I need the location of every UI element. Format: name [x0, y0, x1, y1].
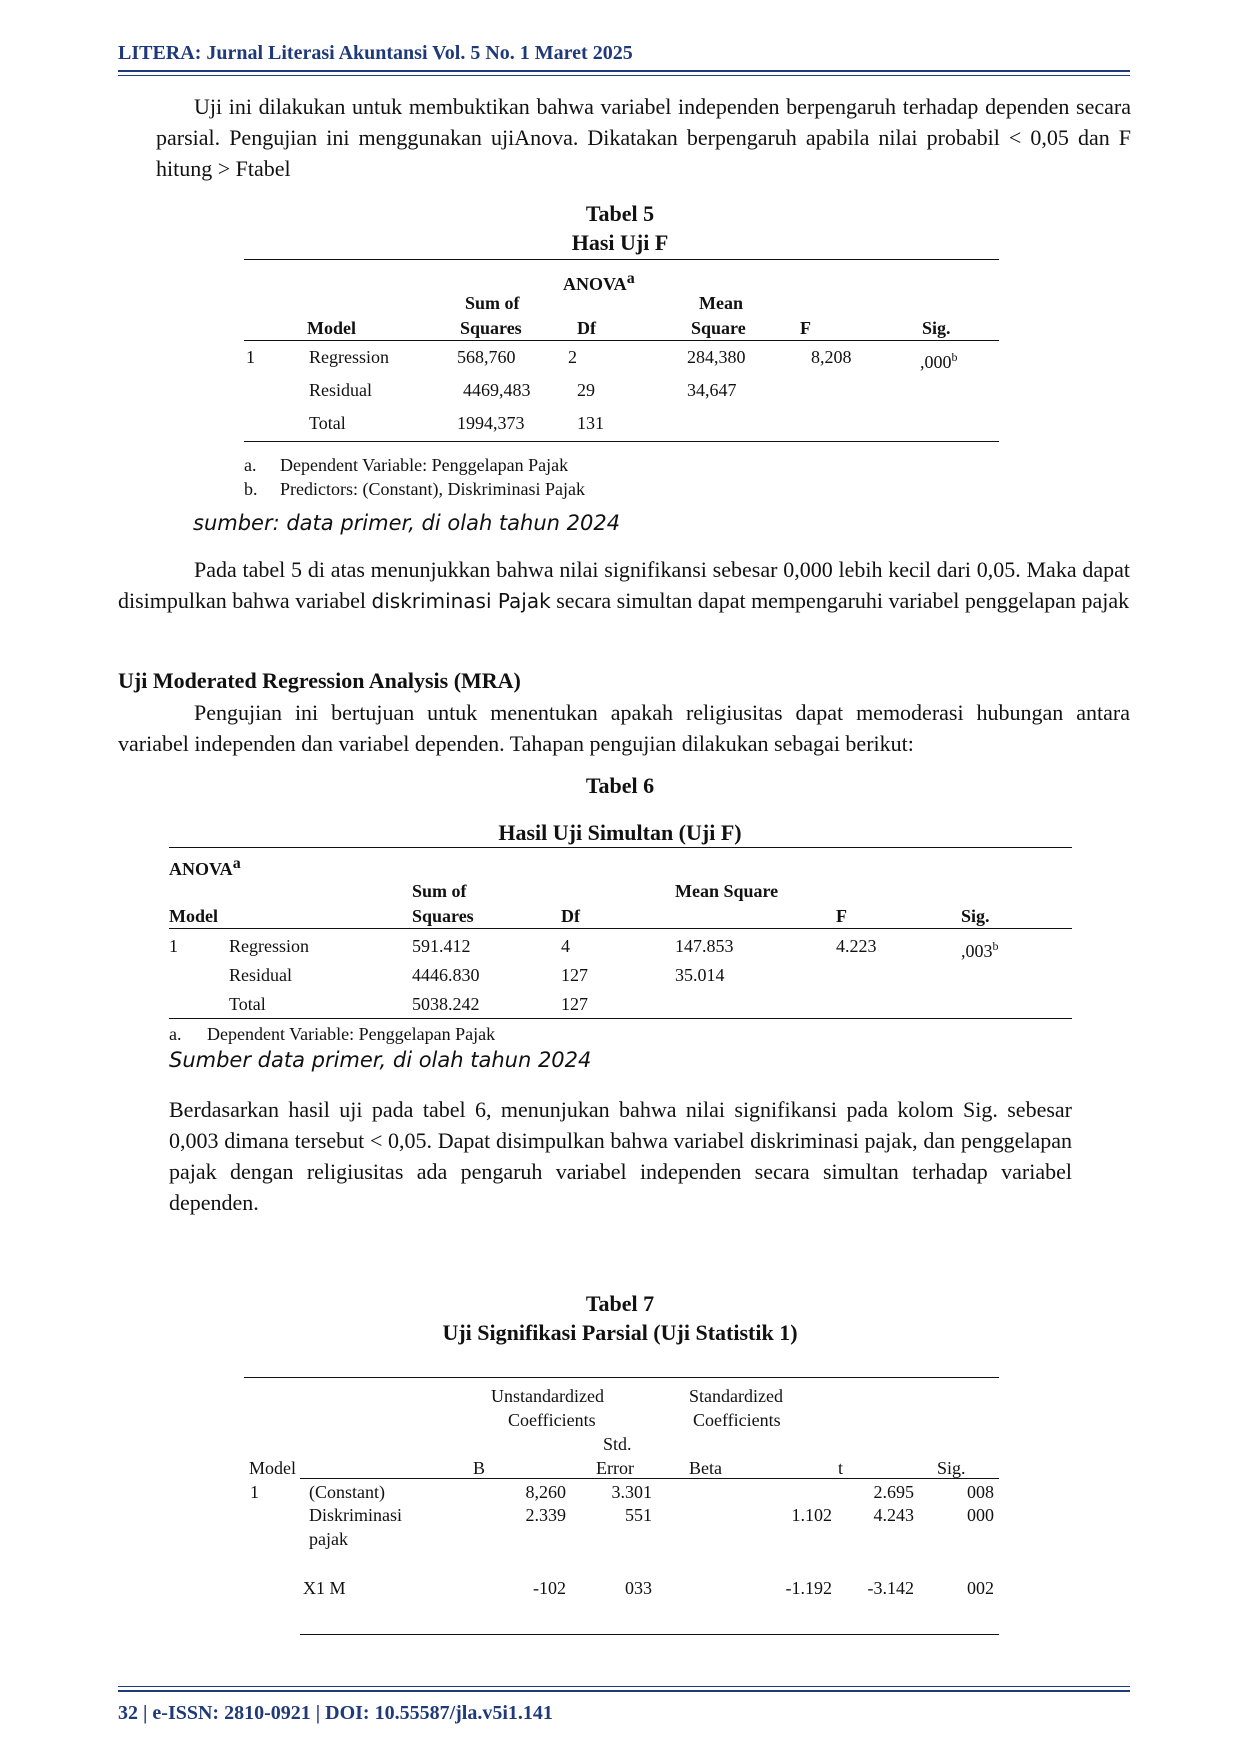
table6-bottom-rule	[169, 1018, 1072, 1019]
header-rule-thin	[118, 75, 1130, 76]
table7-row-sig: 008	[967, 1482, 994, 1502]
table5-header-ss-1: Sum of	[465, 293, 520, 313]
table6-row-df: 127	[561, 965, 588, 985]
table6-note: a. Dependent Variable: Penggelapan Pajak	[169, 1024, 496, 1044]
table6-row-f: 4.223	[836, 936, 877, 956]
mra-paragraph: Pengujian ini bertujuan untuk menentukan apakah religiusitas dapat memoderasi hubungan antara variabel independen dan variabel dependen. Tahapan pengujian dilakukan sebagai berikut:	[118, 700, 1130, 756]
table6-row-ms: 35.014	[675, 965, 725, 985]
table5-anova-label: ANOVA$^a$	[563, 270, 635, 294]
table5-row-ss: 4469,483	[463, 380, 531, 400]
intro-paragraph: Uji ini dilakukan untuk membuktikan bahwa variabel independen berpengaruh terhadap dependen secara parsial. Pengujian ini menggunakan ujiAnova. Dikatakan berpengaruh apabila nilai probabil < 0,05 dan F hitung > Ftabel	[156, 94, 1131, 181]
table7-top-rule	[244, 1377, 999, 1378]
table7-header-stderr-1: Std.	[603, 1434, 632, 1454]
table7-row-sig: 000	[967, 1505, 994, 1525]
table6-header-rule	[169, 928, 1072, 929]
table5-row-df: 29	[577, 380, 595, 400]
table7-header-std-1: Standardized	[689, 1386, 783, 1406]
table5-header-model: Model	[307, 318, 356, 338]
table5-caption-title: Hasi Uji F	[571, 230, 669, 255]
table5-header-ss-2: Squares	[460, 318, 522, 338]
table7-row-t: -3.142	[867, 1578, 914, 1598]
table7-row-se: 033	[625, 1578, 652, 1598]
table6-anova-label: ANOVA$^a$	[169, 855, 241, 879]
footer-rule-thin	[118, 1686, 1130, 1687]
table6-row-ss: 5038.242	[412, 994, 480, 1014]
table5-row-df: 131	[577, 413, 604, 433]
table7-row-se: 551	[625, 1505, 652, 1525]
table6-header-df: Df	[561, 906, 580, 926]
table7-caption-title: Uji Signifikasi Parsial (Uji Statistik 1)	[442, 1320, 798, 1345]
footer-rule	[118, 1690, 1130, 1692]
table7-header-rule	[300, 1478, 999, 1479]
header-rule	[118, 70, 1130, 72]
table5-row-ss: 568,760	[457, 347, 516, 367]
table7-header-sig: Sig.	[937, 1458, 966, 1478]
table5-header-ms-2: Square	[691, 318, 746, 338]
table5-header-rule	[244, 340, 999, 341]
table7-header-b: B	[473, 1458, 486, 1478]
table6-row-df: 127	[561, 994, 588, 1014]
table5-header-sig: Sig.	[922, 318, 951, 338]
table7-row-name: (Constant)	[309, 1482, 385, 1502]
table5-row-name: Regression	[309, 347, 389, 367]
table6-header-model: Model	[169, 906, 218, 926]
table5-row-ms: 284,380	[687, 347, 746, 367]
table5-header-ms-1: Mean	[699, 293, 743, 313]
table6-header-ss-1: Sum of	[412, 881, 467, 901]
table6-row-name: Residual	[229, 965, 292, 985]
table7-row-name: X1 M	[303, 1578, 346, 1598]
table6-row-name: Total	[229, 994, 266, 1014]
table7-row-beta: -1.192	[785, 1578, 832, 1598]
table7-header-std-2: Coefficients	[693, 1410, 781, 1430]
table7-row-se: 3.301	[611, 1482, 652, 1502]
table6-row-sig: ,003$^b$	[961, 939, 999, 961]
table7-row-name-cont: pajak	[309, 1529, 348, 1549]
table5-row-name: Residual	[309, 380, 372, 400]
table7-model-no: 1	[250, 1482, 259, 1502]
table6-row-name: Regression	[229, 936, 309, 956]
table6-header-ms: Mean Square	[675, 881, 779, 901]
table7-header-stderr-2: Error	[596, 1458, 634, 1478]
table7-header-unstd-1: Unstandardized	[491, 1386, 604, 1406]
table5-source: sumber: data primer, di olah tahun 2024	[193, 511, 621, 535]
table5-note: b. Predictors: (Constant), Diskriminasi Pajak	[244, 479, 585, 499]
table5-row-name: Total	[309, 413, 346, 433]
table6-caption-title: Hasil Uji Simultan (Uji F)	[498, 820, 742, 845]
table7-header-t: t	[838, 1458, 844, 1478]
table5-row-ss: 1994,373	[457, 413, 525, 433]
table6-model-no: 1	[169, 936, 178, 956]
table7-row-b: -102	[533, 1578, 566, 1598]
table5-row-f: 8,208	[811, 347, 852, 367]
table7-bottom-rule	[300, 1634, 999, 1635]
table7-row-t: 2.695	[873, 1482, 914, 1502]
table6-row-ss: 591.412	[412, 936, 471, 956]
table6-header-sig: Sig.	[961, 906, 990, 926]
table6-row-ms: 147.853	[675, 936, 734, 956]
table6-header-ss-2: Squares	[412, 906, 474, 926]
table6-row-ss: 4446.830	[412, 965, 480, 985]
table5-row-sig: ,000$^b$	[920, 350, 958, 372]
table5-note: a. Dependent Variable: Penggelapan Pajak	[244, 455, 569, 475]
table7-header-unstd-2: Coefficients	[508, 1410, 596, 1430]
table5-header-df: Df	[577, 318, 596, 338]
table7-row-sig: 002	[967, 1578, 994, 1598]
table6-caption-number: Tabel 6	[585, 773, 655, 798]
table7-caption	[400, 1289, 840, 1347]
table5-top-rule	[244, 259, 999, 260]
mra-heading: Uji Moderated Regression Analysis (MRA)	[118, 668, 521, 693]
table7-row-t: 4.243	[873, 1505, 914, 1525]
table7-header-beta: Beta	[689, 1458, 722, 1478]
table6-header-f: F	[836, 906, 847, 926]
table7-header-model: Model	[249, 1458, 296, 1478]
table6-source: Sumber data primer, di olah tahun 2024	[169, 1048, 592, 1072]
table5-header-f: F	[800, 318, 811, 338]
table5-model-no: 1	[246, 347, 255, 367]
page-footer: 32 | e-ISSN: 2810-0921 | DOI: 10.55587/jla.v5i1.141	[118, 1702, 553, 1724]
table5-caption	[500, 199, 740, 257]
table5-row-df: 2	[568, 347, 577, 367]
journal-header: LITERA: Jurnal Literasi Akuntansi Vol. 5 No. 1 Maret 2025	[118, 42, 633, 64]
table6-top-rule	[169, 847, 1072, 848]
table5-row-ms: 34,647	[687, 380, 737, 400]
table7-row-beta: 1.102	[791, 1505, 832, 1525]
paragraph-after-table6: Berdasarkan hasil uji pada tabel 6, menunjukan bahwa nilai signifikansi pada kolom Sig. sebesar 0,003 dimana tersebut < 0,05. Dapat disimpulkan bahwa variabel diskriminasi pajak, dan penggelapan pajak dengan religiusitas ada pengaruh variabel independen secara simultan terhadap variabel dependen.	[169, 1097, 1072, 1215]
table7-row-b: 2.339	[525, 1505, 566, 1525]
table7-caption-number: Tabel 7	[585, 1291, 655, 1316]
table5-caption-number: Tabel 5	[585, 201, 655, 226]
table5-bottom-rule	[244, 441, 999, 442]
table6-row-df: 4	[561, 936, 570, 956]
paragraph-after-table5: Pada tabel 5 di atas menunjukkan bahwa nilai signifikansi sebesar 0,000 lebih kecil dari 0,05. Maka dapat disimpulkan bahwa variabel diskriminasi Pajak secara simultan dapat mempengaruhi variabel penggelapan pajak	[118, 557, 1130, 613]
table7-row-name: Diskriminasi	[309, 1505, 402, 1525]
table7-row-b: 8,260	[525, 1482, 566, 1502]
